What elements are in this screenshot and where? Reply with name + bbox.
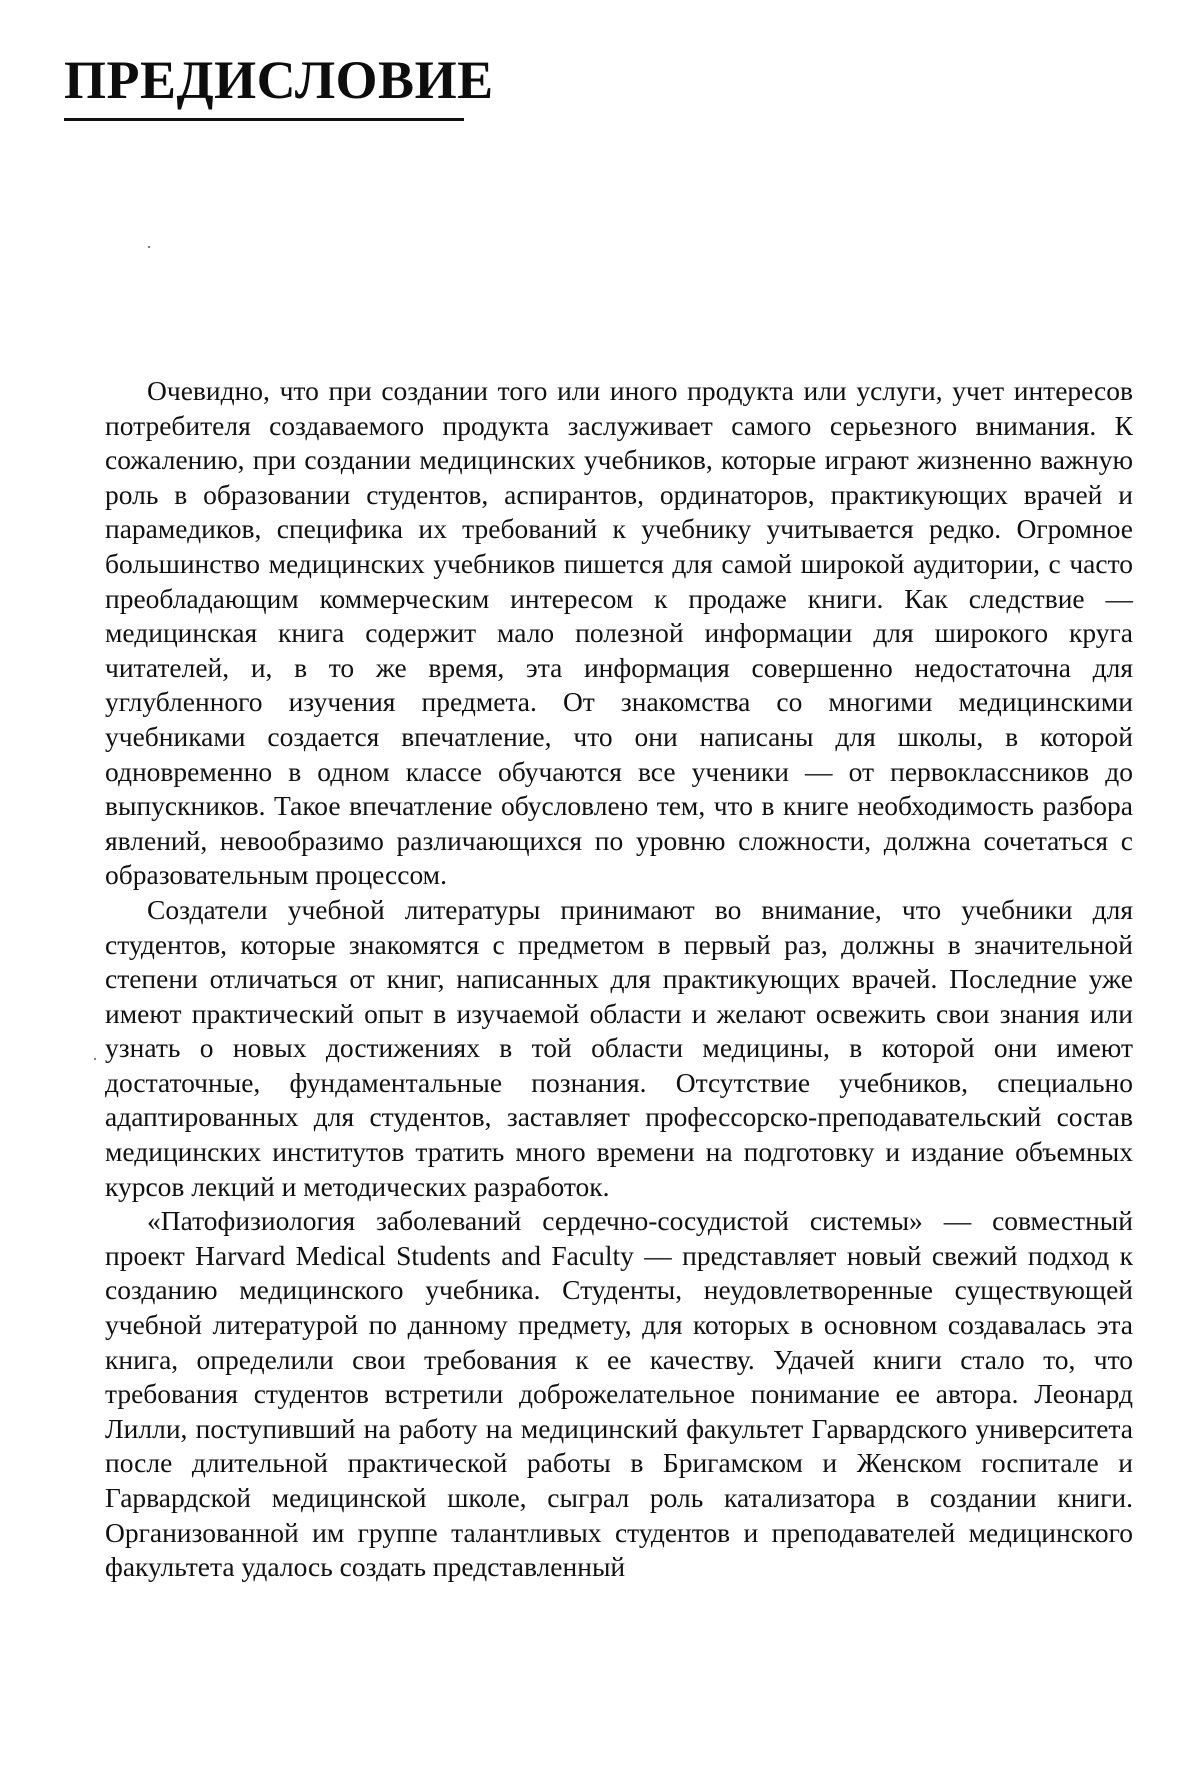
document-page [0,0,1200,1784]
paragraph-2: Создатели учебной литературы принимают во внимание, что учебники для студентов, которые знакомятся с предметом в первый раз, должны в значительной степени отличаться от книг, написанных для практикующих врачей. Последние уже имеют практический опыт в изучаемой области и желают освежить свои знания или узнать о новых достижениях в той области медицины, в которой они имеют достаточные, фундаментальные познания. Отсутствие учебников, специально адаптированных для студентов, заставляет профессорско-преподавательский состав медицинских институтов тратить много времени на подготовку и издание объемных курсов лекций и методических разработок. [105,893,1133,1204]
paragraph-3: «Патофизиология заболеваний сердечно-сосудистой системы» — совместный проект Harvard Medical Students and Faculty — представляет новый свежий подход к созданию медицинского учебника. Студенты, неудовлетворенные существующей учебной литературой по данному предмету, для которых в основном создавалась эта книга, определили свои требования к ее качеству. Удачей книги стало то, что требования студентов встретили доброжелательное понимание ее автора. Леонард Лилли, поступивший на работу на медицинский факультет Гарвардского университета после длительной практической работы в Бригамском и Женском госпитале и Гарвардской медицинской школе, сыграл роль катализатора в создании книги. Организованной им группе талантливых студентов и преподавателей медицинского факультета удалось создать представленный [105,1204,1133,1585]
paragraph-1: Очевидно, что при создании того или иного продукта или услуги, учет интересов потребителя создаваемого продукта заслуживает самого серьезного внимания. К сожалению, при создании медицинских учебников, которые играют жизненно важную роль в образовании студентов, аспирантов, ординаторов, практикующих врачей и парамедиков, специфика их требований к учебнику учитывается редко. Огромное большинство медицинских учебников пишется для самой широкой аудитории, с часто преобладающим коммерческим интересом к продаже книги. Как следствие — медицинская книга содержит мало полезной информации для широкого круга читателей, и, в то же время, эта информация совершенно недостаточна для углубленного изучения предмета. От знакомства со многими медицинскими учебниками создается впечатление, что они написаны для школы, в которой одновременно в одном классе обучаются все ученики — от первоклассников до выпускников. Такое впечатление обусловлено тем, что в книге необходимость разбора явлений, невообразимо различающихся по уровню сложности, должна сочетаться с образовательным процессом. [105,374,1133,893]
preface-body [105,374,1133,1585]
scan-speck [94,1058,96,1060]
title-underline [64,118,464,121]
page-title: ПРЕДИСЛОВИЕ [64,44,494,116]
scan-speck [148,246,150,248]
